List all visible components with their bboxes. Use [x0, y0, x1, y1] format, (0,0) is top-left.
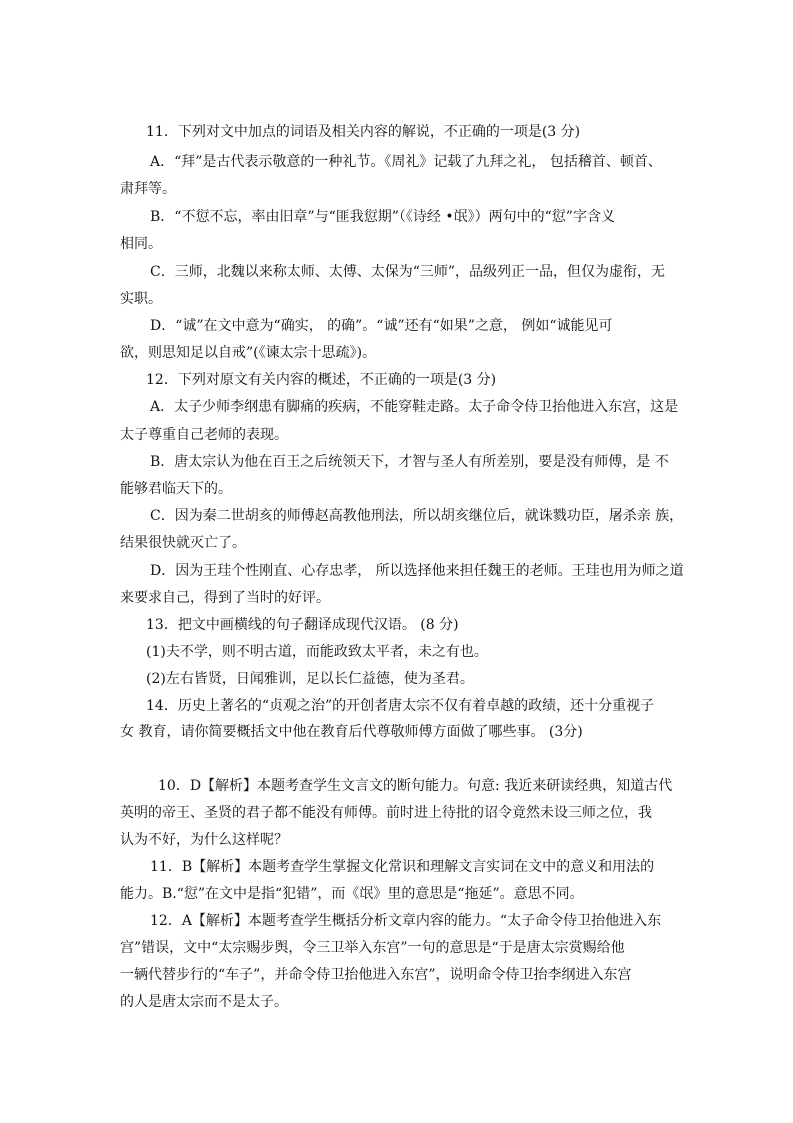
- answer-12-line3: 一辆代替步行的“车子”，并命令侍卫抬他进入东宫”，说明命令侍卫抬李纲进入东宫: [120, 967, 632, 983]
- question-12-stem: 12．下列对原文有关内容的概述，不正确的一项是(3 分): [146, 372, 497, 388]
- question-14-line1: 14．历史上著名的“贞观之治”的开创者唐太宗不仅有着卓越的政绩，还十分重视子: [146, 698, 655, 714]
- question-11-option-c-line2: 实职。: [120, 291, 162, 307]
- question-12-option-d-line2: 来要求自己，得到了当时的好评。: [120, 590, 330, 606]
- answer-12-line4: 的人是唐太宗而不是太子。: [120, 994, 288, 1010]
- question-11-option-b-line1: B．“不愆不忘，率由旧章”与“匪我愆期”（《诗经 •氓》）两句中的“愆”字含义: [150, 209, 615, 225]
- question-11-stem: 11．下列对文中加点的词语及相关内容的解说，不正确的一项是(3 分): [146, 124, 581, 140]
- question-11-option-d-line2: 欲，则思知足以自戒”(《谏太宗十思疏》)。: [120, 345, 377, 361]
- question-13-sentence-1: (1)夫不学，则不明古道，而能政致太平者，未之有也。: [146, 644, 488, 660]
- question-14-line2: 女 教育，请你简要概括文中他在教育后代尊敬师傅方面做了哪些事。 (3分): [120, 724, 583, 740]
- question-11-option-b-line2: 相同。: [120, 236, 162, 252]
- answer-12-line1: 12．A【解析】本题考查学生概括分析文章内容的能力。“太子命令侍卫抬他进入东: [150, 913, 662, 929]
- question-12-option-a-line1: A．太子少师李纲患有脚痛的疾病，不能穿鞋走路。太子命令侍卫抬他进入东宫，这是: [150, 399, 679, 415]
- question-12-option-b-line1: B．唐太宗认为他在百王之后统领天下，才智与圣人有所差别，要是没有师傅，是 不: [150, 454, 669, 470]
- question-11-option-d-line1: D．“诚”在文中意为“确实， 的确”。“诚”还有“如果”之意， 例如“诚能见可: [150, 318, 613, 334]
- question-12-option-d-line1: D．因为王珪个性刚直、心存忠孝， 所以选择他来担任魏王的老师。王珪也用为师之道: [150, 563, 684, 579]
- question-12-option-a-line2: 太子尊重自己老师的表现。: [120, 427, 288, 443]
- question-12-option-c-line2: 结果很快就灭亡了。: [120, 535, 246, 551]
- question-12-option-c-line1: C．因为秦二世胡亥的师傅赵高教他刑法，所以胡亥继位后，就诛戮功臣，屠杀亲 族，: [150, 508, 684, 524]
- answer-11-line2: 能力。B.“愆”在文中是指“犯错”，而《氓》里的意思是“拖延”。意思不同。: [120, 886, 584, 902]
- answer-10-line1: 10．D【解析】本题考查学生文言文的断句能力。句意: 我近来研读经典，知道古代: [158, 778, 673, 794]
- answer-12-line2: 宫”错误，文中“太宗赐步舆，令三卫举入东宫”一句的意思是“于是唐太宗赏赐给他: [120, 940, 625, 956]
- question-11-option-a-line1: A．“拜”是古代表示敬意的一种礼节。《周礼》记载了九拜之礼， 包括稽首、顿首、: [150, 154, 662, 170]
- question-11-option-a-line2: 肃拜等。: [120, 181, 176, 197]
- answer-10-line3: 认为不好，为什么这样呢？: [120, 832, 288, 848]
- question-13-sentence-2: (2)左右皆贤，日闻雅训，足以长仁益德，使为圣君。: [146, 671, 474, 687]
- question-13-stem: 13．把文中画横线的句子翻译成现代汉语。 (8 分): [146, 617, 459, 633]
- answer-11-line1: 11．B【解析】本题考查学生掌握文化常识和理解文言实词在文中的意义和用法的: [150, 859, 655, 875]
- answer-10-line2: 英明的帝王、圣贤的君子都不能没有师傅。前时进上待批的诏令竟然未设三师之位，我: [120, 805, 652, 821]
- question-11-option-c-line1: C．三师，北魏以来称太师、太傅、太保为“三师”，品级列正一品，但仅为虚衔，无: [150, 264, 666, 280]
- question-12-option-b-line2: 能够君临天下的。: [120, 481, 232, 497]
